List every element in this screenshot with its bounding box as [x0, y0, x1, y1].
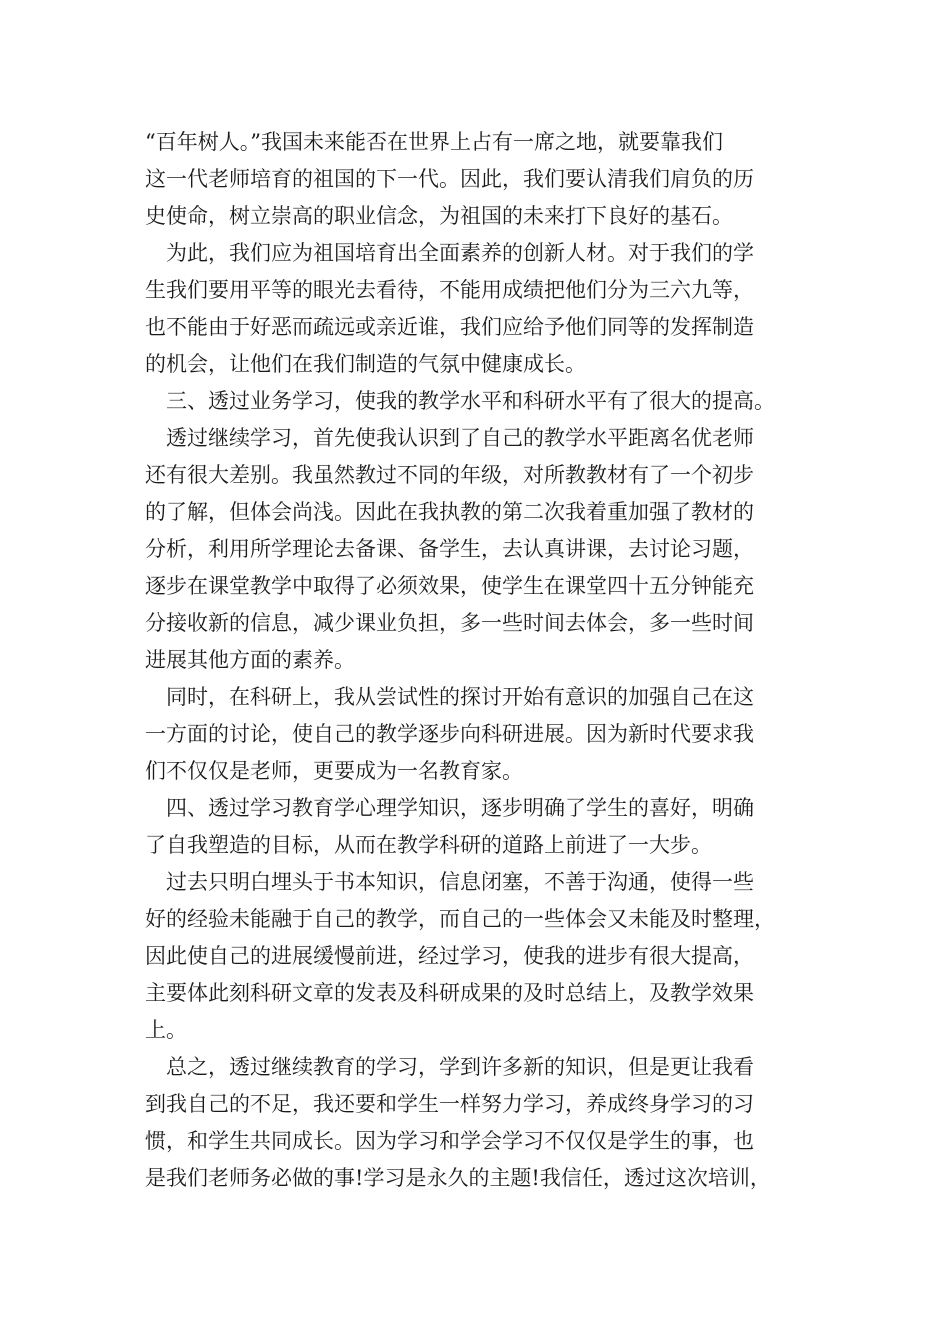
text-line: 因此使自己的进展缓慢前进，经过学习，使我的进步有很大提高，: [145, 944, 754, 968]
text-line: 了自我塑造的目标，从而在教学科研的道路上前进了一大步。: [145, 833, 712, 857]
text-line: 总之，透过继续教育的学习，学到许多新的知识，但是更让我看: [166, 1055, 754, 1079]
text-line: 透过继续学习，首先使我认识到了自己的教学水平距离名优老师: [166, 426, 754, 450]
text-line: 史使命，树立崇高的职业信念，为祖国的未来打下良好的基石。: [145, 204, 733, 228]
text-line: 这一代老师培育的祖国的下一代。因此，我们要认清我们肩负的历: [145, 167, 754, 191]
text-line: 为此，我们应为祖国培育出全面素养的创新人材。对于我们的学: [166, 241, 754, 265]
paragraph: [145, 383, 813, 420]
paragraph: [145, 679, 813, 790]
text-line: 生我们要用平等的眼光去看待，不能用成绩把他们分为三六九等，: [145, 278, 754, 302]
text-line: 惯，和学生共同成长。因为学习和学会学习不仅仅是学生的事，也: [145, 1129, 754, 1153]
text-line: 分析，利用所学理论去备课、备学生，去认真讲课，去讨论习题，: [145, 537, 754, 561]
paragraph: [145, 420, 813, 679]
text-line: 上。: [145, 1018, 187, 1042]
text-line: 还有很大差别。我虽然教过不同的年级，对所教教材有了一个初步: [145, 463, 754, 487]
text-line: 分接收新的信息，减少课业负担，多一些时间去体会，多一些时间: [145, 611, 754, 635]
text-line: 四、透过学习教育学心理学知识，逐步明确了学生的喜好，明确: [166, 796, 754, 820]
text-line: “百年树人。”我国未来能否在世界上占有一席之地，就要靠我们: [145, 130, 723, 154]
text-line: 好的经验未能融于自己的教学，而自己的一些体会又未能及时整理，: [145, 907, 775, 931]
text-line: 的机会，让他们在我们制造的气氛中健康成长。: [145, 352, 586, 376]
text-line: 同时，在科研上，我从尝试性的探讨开始有意识的加强自己在这: [166, 685, 754, 709]
text-line: 进展其他方面的素养。: [145, 648, 355, 672]
text-line: 也不能由于好恶而疏远或亲近谁，我们应给予他们同等的发挥制造: [145, 315, 754, 339]
text-line: 的了解，但体会尚浅。因此在我执教的第二次我着重加强了教材的: [145, 500, 754, 524]
document-body: [145, 124, 813, 1197]
text-line: 三、透过业务学习，使我的教学水平和科研水平有了很大的提高。: [166, 389, 775, 413]
text-line: 到我自己的不足，我还要和学生一样努力学习，养成终身学习的习: [145, 1092, 754, 1116]
text-line: 主要体此刻科研文章的发表及科研成果的及时总结上，及教学效果: [145, 981, 754, 1005]
text-line: 是我们老师务必做的事!学习是永久的主题!我信任，透过这次培训，: [145, 1166, 771, 1190]
paragraph: [145, 790, 813, 864]
paragraph: [145, 1049, 813, 1197]
text-line: 逐步在课堂教学中取得了必须效果，使学生在课堂四十五分钟能充: [145, 574, 754, 598]
text-line: 一方面的讨论，使自己的教学逐步向科研进展。因为新时代要求我: [145, 722, 754, 746]
text-line: 们不仅仅是老师，更要成为一名教育家。: [145, 759, 523, 783]
paragraph: [145, 124, 813, 235]
paragraph: [145, 864, 813, 1049]
text-line: 过去只明白埋头于书本知识，信息闭塞，不善于沟通，使得一些: [166, 870, 754, 894]
paragraph: [145, 235, 813, 383]
